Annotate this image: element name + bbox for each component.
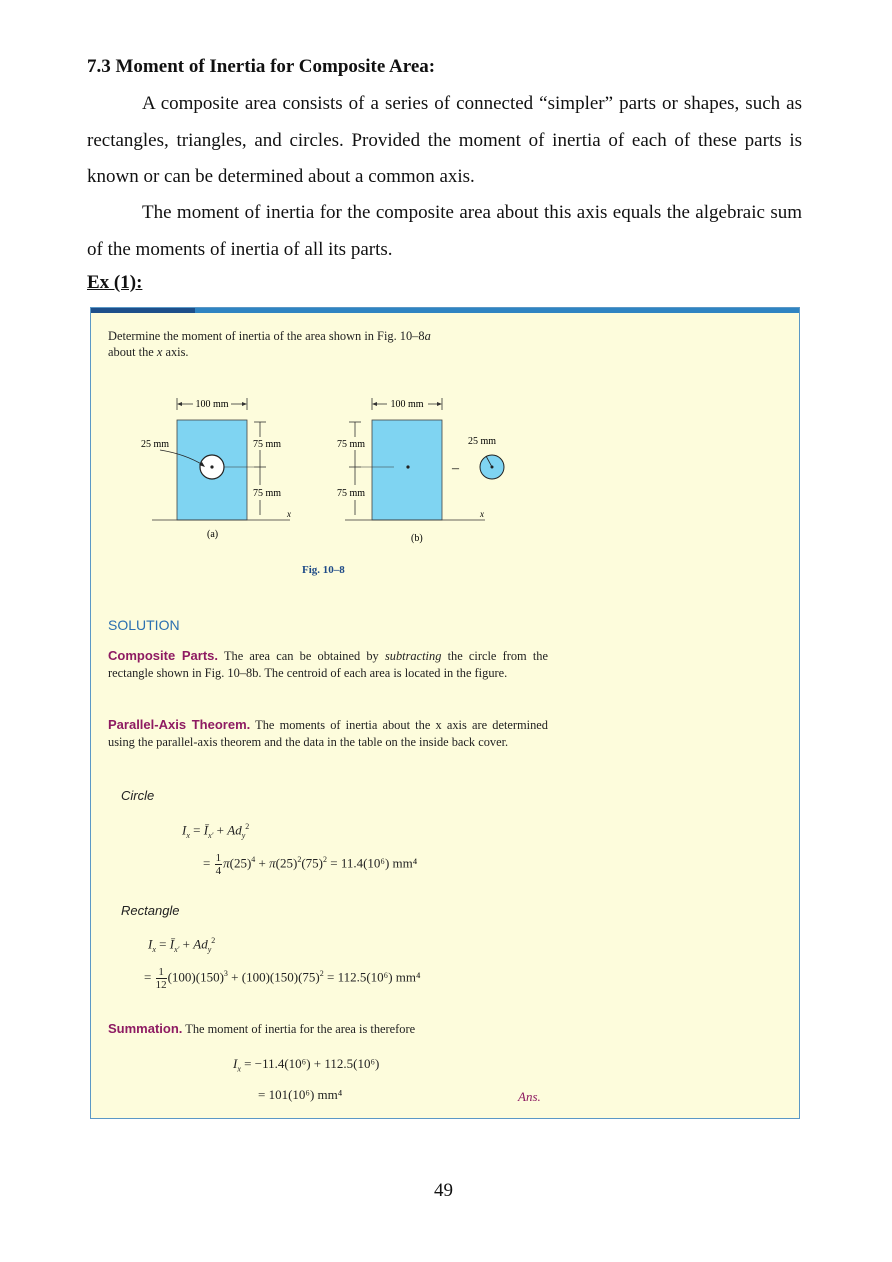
solution-title: SOLUTION xyxy=(108,617,180,633)
paragraph-1: A composite area consists of a series of connected “simpler” parts or shapes, such as rectangles, triangles, and circles. Provided the moment of inertia of each of these parts is known or can be determined about a common axis. xyxy=(87,93,802,187)
page-number: 49 xyxy=(434,1180,453,1201)
sum-eq-line1: $I_x = -11.4(10^6) + 112.5(10^6)$ xyxy=(233,1056,380,1074)
circle-label: Circle xyxy=(121,788,155,803)
label-25mm-b: 25 mm xyxy=(468,436,497,447)
figure-10-8 xyxy=(130,390,510,555)
box-top-bar-accent xyxy=(91,308,195,313)
circle-eq-line2: = $\frac{1}{4}$ $\pi(25)^4 + \pi(25)^2(75)^2 = 11.4(10^6)$ mm⁴ xyxy=(203,852,418,877)
svg-text:x: x xyxy=(480,509,484,519)
dim-100-a: 100 mm xyxy=(195,399,229,410)
svg-text:x: x xyxy=(287,509,291,519)
minus-sign: – xyxy=(452,461,459,476)
rect-eq-line1: $I_x$ = $Ī_{x'} + Ad_y^2$ xyxy=(148,936,216,954)
label-75mm-a-top: 75 mm xyxy=(253,439,282,450)
section-heading: 7.3 Moment of Inertia for Composite Area: xyxy=(87,56,436,77)
dim-100-b: 100 mm xyxy=(390,399,424,410)
sum-eq-line2: = 101(10⁶) mm⁴ xyxy=(258,1087,343,1102)
paragraph-2: The moment of inertia for the composite area about this axis equals the algebraic sum of the moments of inertia of all its parts. xyxy=(87,202,802,260)
label-75mm-b-top: 75 mm xyxy=(337,439,366,450)
problem-statement: Determine the moment of inertia of the area shown in Fig. 10–8a about the x axis. xyxy=(108,329,431,359)
figure-b xyxy=(337,398,504,544)
figure-caption: Fig. 10–8 xyxy=(302,564,345,576)
rectangle-b xyxy=(372,420,442,520)
parallel-axis-text: Parallel-Axis Theorem. The moments of inertia about the x axis are determined using the parallel-axis theorem and the data in the table on the inside back cover. xyxy=(108,717,548,749)
label-75mm-b-bottom: 75 mm xyxy=(337,488,366,499)
answer-label: Ans. xyxy=(518,1089,541,1104)
sub-label-a: (a) xyxy=(207,529,219,540)
summation-text: Summation. The moment of inertia for the area is therefore xyxy=(108,1021,416,1036)
figure-a xyxy=(141,398,291,540)
example-label: Ex (1): xyxy=(87,272,143,293)
label-75mm-a-bottom: 75 mm xyxy=(253,488,282,499)
label-25mm-a: 25 mm xyxy=(141,439,170,450)
circle-eq-line1: $I_x$ = $Ī_{x'} + Ad_y^2$ xyxy=(182,822,250,840)
sub-label-b: (b) xyxy=(411,533,423,544)
box-top-bar xyxy=(91,308,799,313)
composite-parts-text: Composite Parts. The area can be obtained by subtracting the circle from the rectangle shown in Fig. 10–8b. The centroid of each area is located in the figure. xyxy=(108,648,549,680)
rect-eq-line2: = $\frac{1}{12}$ $(100)(150)^3 + (100)(150)(75)^2 = 112.5(10^6)$ mm⁴ xyxy=(144,966,421,991)
rectangle-label: Rectangle xyxy=(121,903,180,918)
